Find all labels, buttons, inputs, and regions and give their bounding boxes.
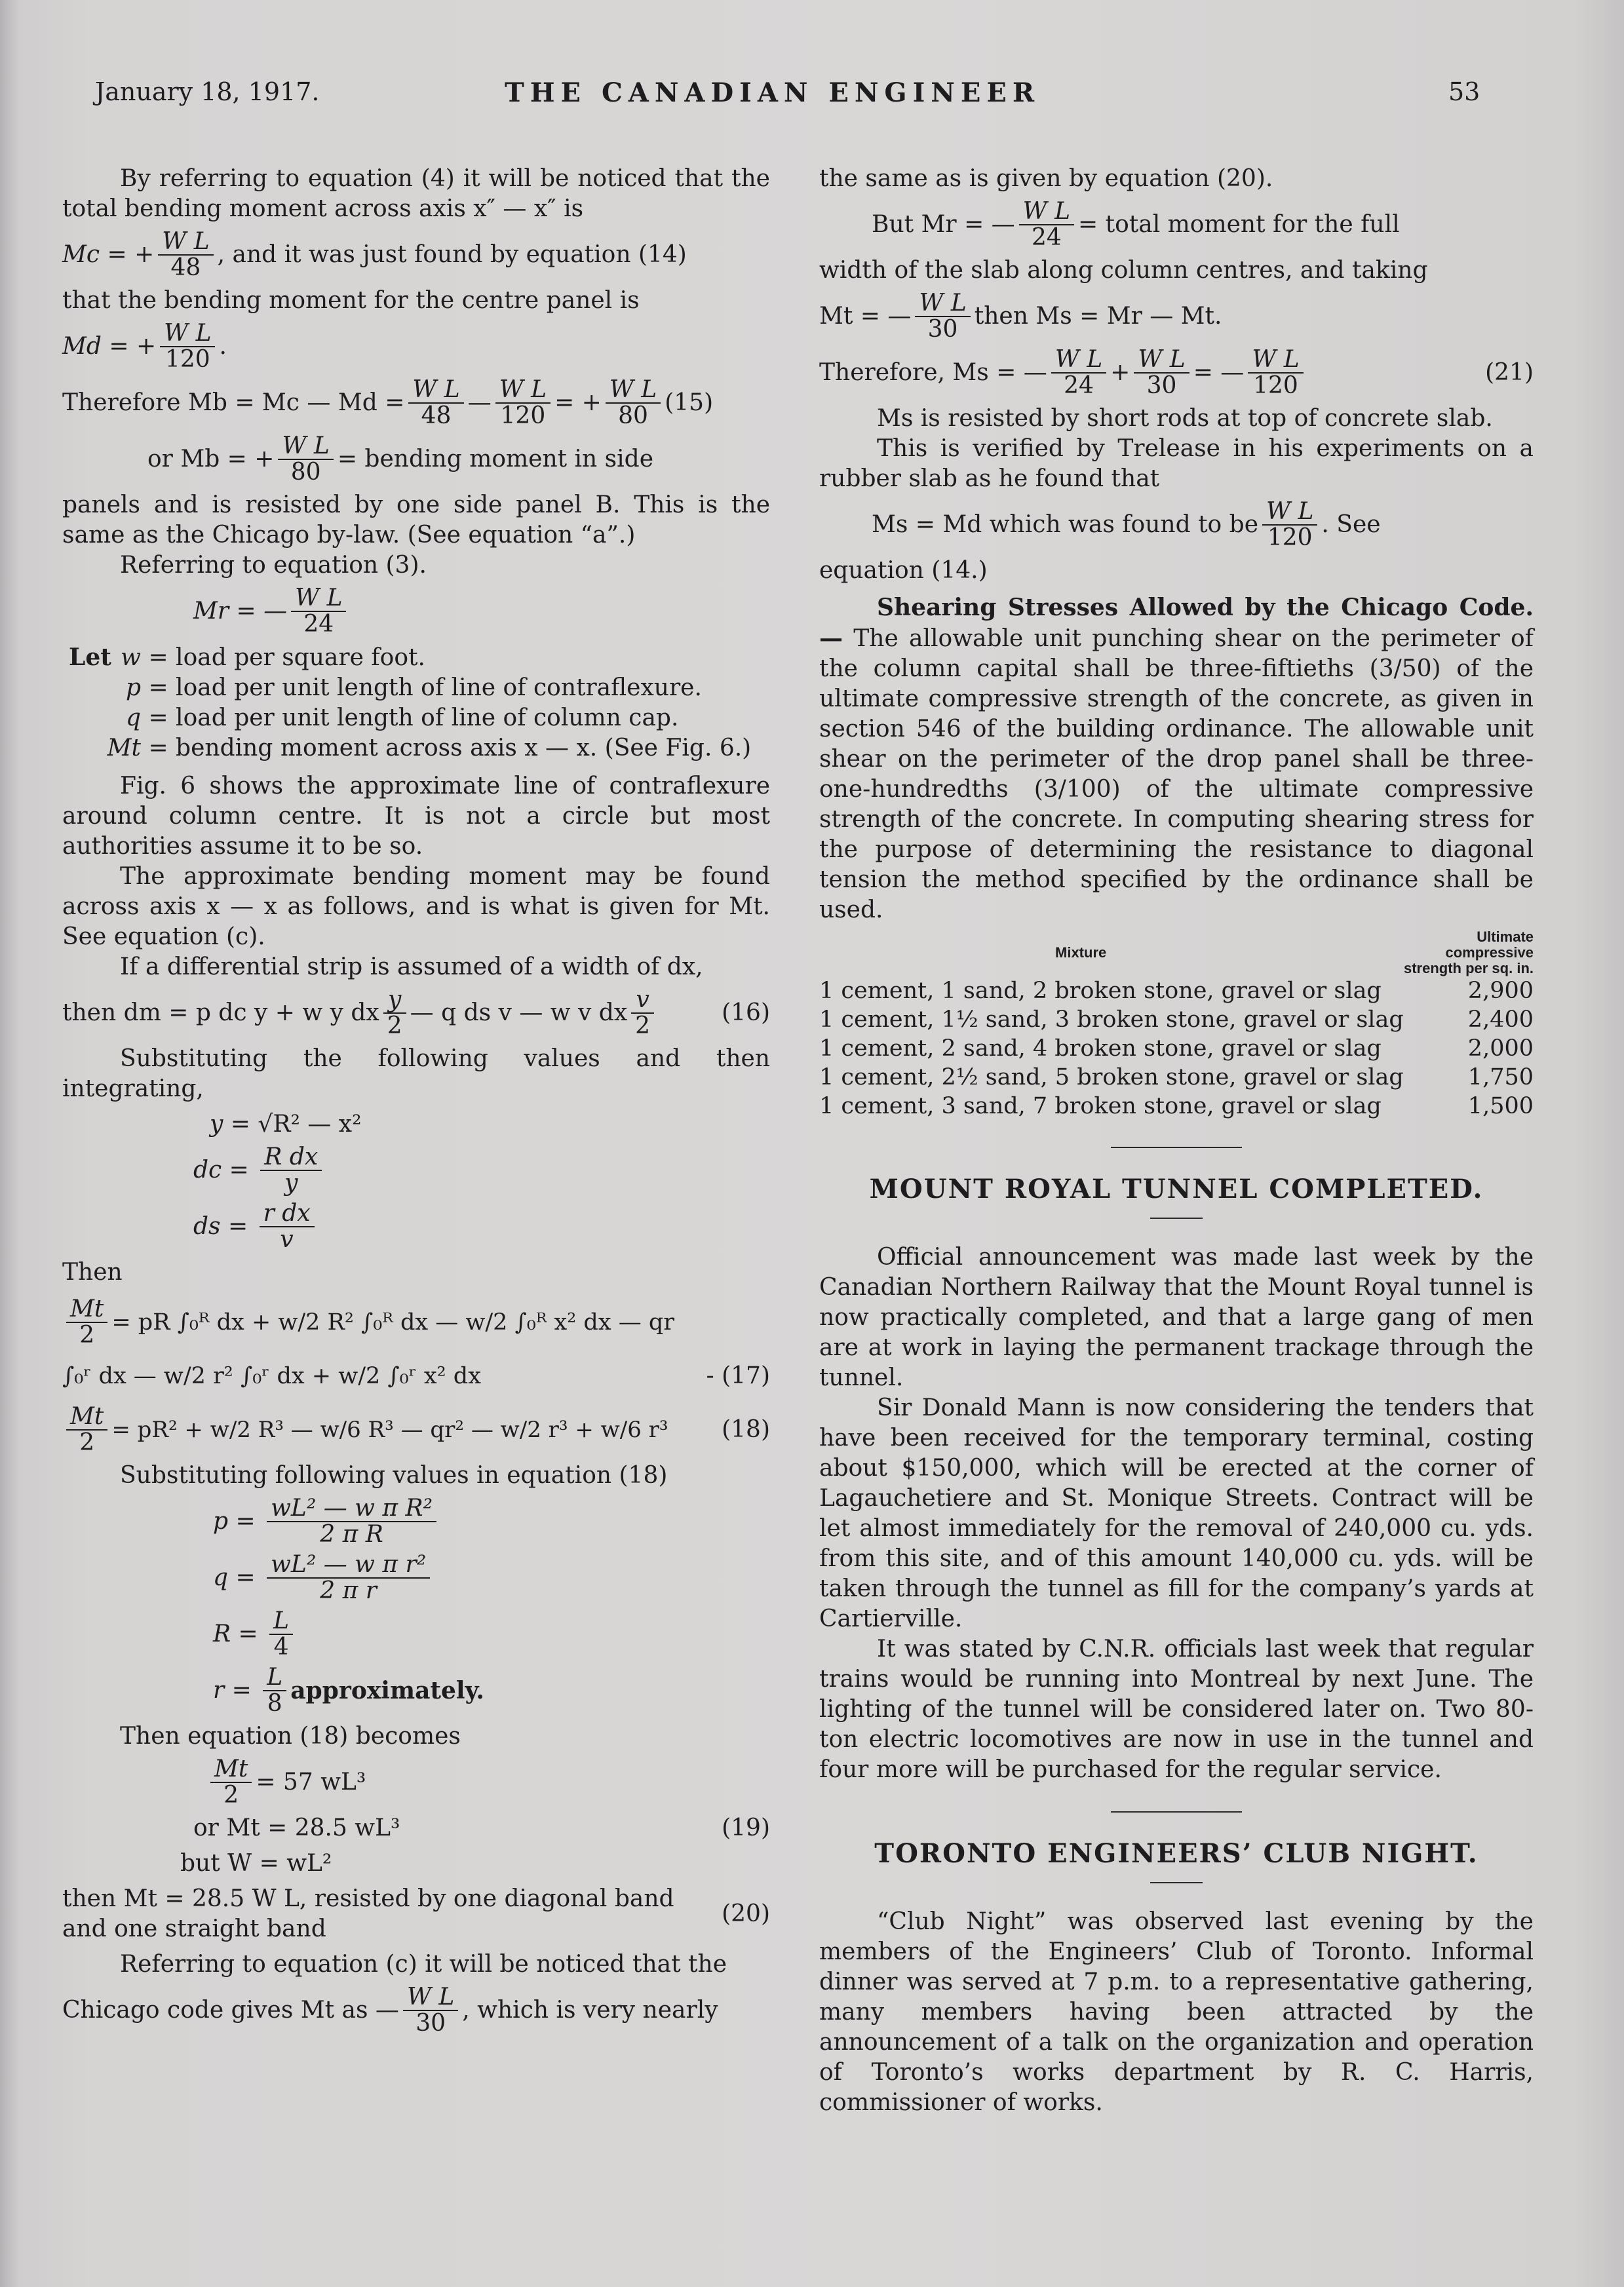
integral-line-1: $\frac{Mt}{2}$ = pR ∫₀ᴿ dx + w/2 R² ∫₀ᴿ dx — w/2 ∫₀ᴿ x² dx — qr (62, 1297, 770, 1348)
definitions: Let w = load per square foot. p = load per unit length of line of contraflexure. q = load per unit length of line of column cap. Mt = bending moment across axis x — x. (See Fig. 6.) (69, 644, 752, 761)
table-row: 1 cement, 2½ sand, 5 broken stone, gravel or slag 1,750 (819, 1064, 1534, 1090)
equation-mb: or Mb = + $\frac{\text{W L}}{80}$ = bending moment in side (147, 432, 654, 486)
fraction: $\frac{\text{W L}}{48}$ (158, 229, 213, 280)
paragraph: width of the slab along column centres, and taking (819, 257, 1428, 284)
paragraph: Ms is resisted by short rods at top of concrete slab. (877, 405, 1493, 432)
article-heading-tunnel: MOUNT ROYAL TUNNEL COMPLETED. (869, 1174, 1484, 1204)
equation-mc: Mc = + $\frac{\text{W L}}{48}$ , and it was just found by equation (14) (62, 228, 687, 281)
equation-20: then Mt = 28.5 W L, resisted by one diagonal band and one straight band (20) (62, 1885, 770, 1942)
divider (1150, 1218, 1203, 1219)
paragraph: This is verified by Trelease in his experiments on a rubber slab as he found that (819, 435, 1534, 492)
table-row: 1 cement, 1 sand, 2 broken stone, gravel or slag 2,900 (819, 978, 1534, 1004)
paragraph: Then equation (18) becomes (120, 1723, 461, 1750)
paragraph: Referring to equation (c) it will be noticed that the (120, 1951, 727, 1978)
equation-57: $\frac{Mt}{2}$ = 57 wL³ (206, 1757, 770, 1808)
paragraph: By referring to equation (4) it will be noticed that the total bending moment across axis x″ — x″ is (62, 165, 770, 222)
paragraph: panels and is resisted by one side panel B. This is the same as the Chicago by-law. (See equation “a”.) (62, 491, 770, 548)
table-header: Ultimate compressive strength per sq. in. (1403, 929, 1534, 976)
equation-ms-md: Ms = Md which was found to be $\frac{\text{W L}}{120}$ . See (872, 498, 1381, 551)
paragraph: that the bending moment for the centre panel is (62, 287, 640, 314)
equation-18: $\frac{Mt}{2}$ = pR² + w/2 R³ — w/6 R³ — qr² — w/2 r³ + w/6 r³ (18) (62, 1404, 770, 1455)
equation-but-mr: But Mr = — $\frac{\text{W L}}{24}$ = total moment for the full (872, 198, 1400, 251)
equation-mr: Mr = — $\frac{\text{W L}}{24}$ (193, 586, 770, 637)
paragraph: If a differential strip is assumed of a width of dx, (120, 953, 703, 980)
paragraph: the same as is given by equation (20). (819, 165, 1273, 192)
paragraph: Substituting the following values and then integrating, (62, 1045, 770, 1102)
table-row: 1 cement, 3 sand, 7 broken stone, gravel or slag 1,500 (819, 1093, 1534, 1119)
paragraph: It was stated by C.N.R. officials last week that regular trains would be running into Montreal by next June. The lighting of the tunnel will be considered later on. Two 80-ton electric locomotives are now in use in the tunnel and four more will be purchased for the regular service. (819, 1636, 1534, 1783)
paragraph: equation (14.) (819, 557, 988, 584)
page-number: 53 (1448, 77, 1480, 106)
journal-title: THE CANADIAN ENGINEER (505, 77, 1041, 108)
table-row: 1 cement, 2 sand, 4 broken stone, gravel or slag 2,000 (819, 1035, 1534, 1062)
paragraph: Substituting following values in equation (18) (120, 1462, 668, 1489)
sub-r: r = $\frac{L}{8}$ approximately. (213, 1664, 484, 1717)
chicago-code-line: Chicago code gives Mt as — $\frac{\text{W L}}{30}$ , which is very nearly (62, 1984, 718, 2037)
divider (1150, 1882, 1203, 1883)
paragraph: The approximate bending moment may be found across axis x — x as follows, and is what is given for Mt. See equation (c). (62, 863, 770, 950)
paragraph: Sir Donald Mann is now considering the tenders that have been received for the temporary terminal, costing about $150,000, which will be erected at the corner of Lagauchetiere and St. Monique Streets. Contract will be let almost immediately for the removal of 240,000 cu. yds. from this site, and of this amount 140,000 cu. yds. will be taken through the tunnel as fill for the company’s yards at Cartierville. (819, 1394, 1534, 1632)
divider (1111, 1147, 1242, 1148)
equation-mt: Mt = — $\frac{\text{W L}}{30}$ then Ms = Mr — Mt. (819, 290, 1222, 343)
sub-q: q = $\frac{\text{wL² — w π r²}}{\text{2 π r}}$ (213, 1552, 770, 1604)
paragraph: Fig. 6 shows the approximate line of contraflexure around column centre. It is not a circle but most authorities assume it to be so. (62, 773, 770, 860)
equation-19: or Mt = 28.5 wL³ (19) (193, 1815, 770, 1841)
article-heading-club: TORONTO ENGINEERS’ CLUB NIGHT. (874, 1838, 1479, 1869)
table-row: 1 cement, 1½ sand, 3 broken stone, gravel or slag 2,400 (819, 1007, 1534, 1033)
equation-16: then dm = p dc y + w y dx $\frac{y}{2}$ — q ds v — w v dx $\frac{v}{2}$ (16) (62, 986, 770, 1039)
sub-p: p = $\frac{\text{wL² — w π R²}}{\text{2 π R}}$ (213, 1496, 770, 1547)
paragraph: Shearing Stresses Allowed by the Chicago Code.— The allowable unit punching shear on the perimeter of the column capital shall be three-fiftieths (3/50) of the ultimate compressive strength of the concrete, as given in section 546 of the building ordinance. The allowable unit shear on the perimeter of the drop panel shall be three-one-hundredths (3/100) of the ultimate compressive strength of the concrete. In computing shearing stress for the purpose of determining the resistance to diagonal tension the method specified by the ordinance shall be used. (819, 594, 1534, 923)
integral-line-2: ∫₀ʳ dx — w/2 r² ∫₀ʳ dx + w/2 ∫₀ʳ x² dx - (17) (62, 1362, 770, 1389)
paragraph: Referring to equation (3). (120, 552, 427, 579)
sub-R: R = $\frac{L}{4}$ (213, 1609, 770, 1660)
divider (1111, 1811, 1242, 1813)
paragraph: Then (62, 1259, 123, 1286)
table-header: Mixture (1055, 944, 1107, 961)
equation-15: Therefore Mb = Mc — Md = $\frac{\text{W L}}{48}$ — $\frac{\text{W L}}{120}$ = + $\frac{\text{W L}}{80}$ (15) (62, 376, 714, 429)
sub-y: y = √R² — x² (210, 1111, 362, 1138)
section-heading: Shearing Stresses Allowed by the Chicago Code.— (819, 594, 1534, 652)
paragraph: “Club Night” was observed last evening by the members of the Engineers’ Club of Toronto. Informal dinner was served at 7 p.m. to a representative gathering, many members having been attracted by the announcement of a talk on the organization and operation of Toronto’s works department by R. C. Harris, commissioner of works. (819, 1908, 1534, 2116)
equation-21: Therefore, Ms = — $\frac{\text{W L}}{24}$ + $\frac{\text{W L}}{30}$ = — $\frac{\text{W L}}{120}$ (21) (819, 346, 1534, 399)
sub-dc: dc = $\frac{\text{R dx}}{y}$ (193, 1145, 770, 1196)
sub-ds: ds = $\frac{\text{r dx}}{v}$ (193, 1201, 770, 1252)
equation-md: Md = + $\frac{\text{W L}}{120}$ . (62, 320, 227, 373)
mixture-table (819, 929, 1534, 1121)
paragraph: but W = wL² (180, 1850, 332, 1877)
left-column (62, 164, 770, 2041)
issue-date: January 18, 1917. (95, 77, 320, 106)
right-column (819, 164, 1534, 2118)
paragraph: Official announcement was made last week by the Canadian Northern Railway that the Mount Royal tunnel is now practically completed, and that a large gang of men are at work in laying the permanent trackage through the tunnel. (819, 1244, 1534, 1391)
